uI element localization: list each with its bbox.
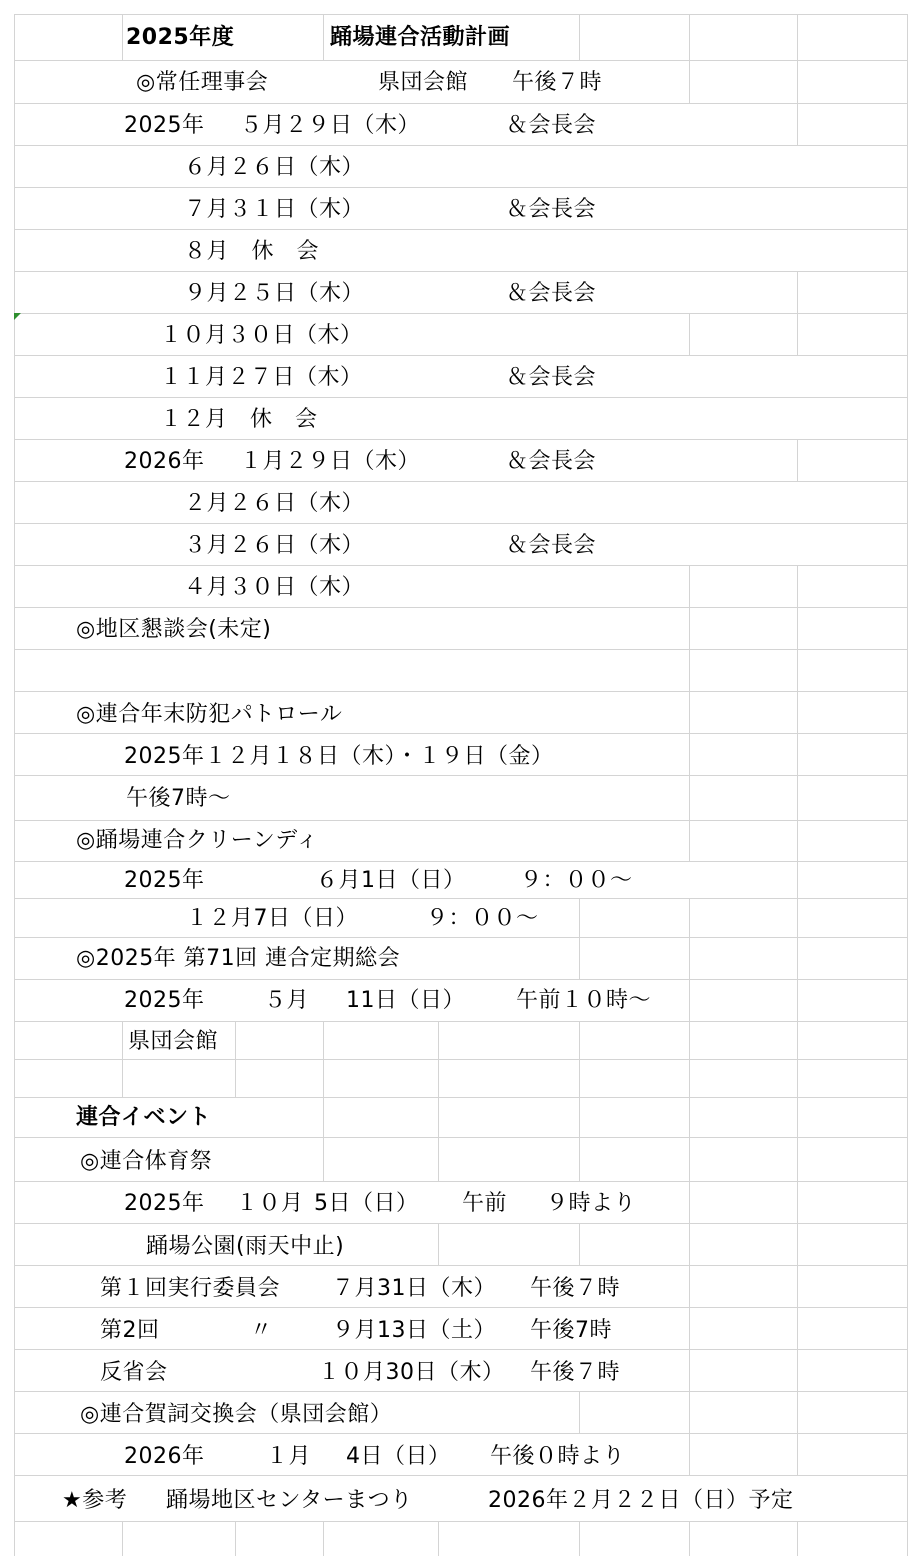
meeting-time: 午後7時: [530, 1318, 612, 1343]
reference-label: ★参考: [62, 1488, 128, 1513]
jonin-note: ＆会長会: [506, 449, 597, 474]
jonin-date: ２月２６日（木）: [184, 491, 365, 516]
soukai-day: 11日（日）: [346, 988, 465, 1013]
patrol-dates: 2025年１２月１８日（木）・１９日（金）: [124, 744, 554, 769]
cleanday-year: 2025年: [124, 868, 205, 893]
taiikusai-year: 2025年: [124, 1191, 205, 1216]
meeting-label: 反省会: [100, 1360, 168, 1385]
meeting-date: ９月13日（土）: [332, 1318, 496, 1343]
gashi-heading: ◎連合賀詞交換会（県団会館）: [80, 1402, 393, 1427]
meeting-date: １０月30日（木）: [318, 1360, 505, 1385]
jonin-note: ＆会長会: [506, 533, 597, 558]
patrol-time: 午後7時～: [126, 786, 231, 811]
jonin-year-2026: 2026年: [124, 449, 205, 474]
events-heading: 連合イベント: [76, 1105, 212, 1130]
jonin-date: １月２９日（木）: [240, 449, 421, 474]
cleanday-time2: ９：００～: [426, 906, 539, 931]
meeting-time: 午後７時: [530, 1276, 621, 1301]
taiikusai-place: 踊場公園(雨天中止): [146, 1234, 345, 1259]
gashi-time: 午後０時より: [490, 1444, 626, 1469]
soukai-heading: ◎2025年 第71回 連合定期総会: [76, 946, 401, 971]
title-name: 踊場連合活動計画: [330, 25, 511, 50]
jonin-heading: ◎常任理事会: [136, 70, 269, 95]
cleanday-time1: ９：００～: [520, 868, 633, 893]
jonin-year-2025: 2025年: [124, 113, 205, 138]
meeting-ditto: 〃: [250, 1318, 273, 1343]
cleanday-heading: ◎踊場連合クリーンディ: [76, 828, 319, 853]
gashi-month: １月: [266, 1444, 312, 1469]
jonin-date: ９月２５日（木）: [184, 281, 365, 306]
jonin-note: ＆会長会: [506, 365, 597, 390]
jonin-date: １１月２７日（木）: [160, 365, 363, 390]
soukai-time: 午前１０時～: [516, 988, 652, 1013]
meeting-label: 第2回: [100, 1318, 160, 1343]
soukai-month: ５月: [264, 988, 310, 1013]
cleanday-date1: ６月1日（日）: [316, 868, 466, 893]
jonin-time: 午後７時: [512, 70, 603, 95]
soukai-place: 県団会館: [128, 1029, 219, 1054]
jonin-note: ＆会長会: [506, 281, 597, 306]
reference-date: 2026年２月２２日（日）予定: [488, 1488, 794, 1513]
jonin-date: ６月２６日（木）: [184, 155, 365, 180]
gashi-year: 2026年: [124, 1444, 205, 1469]
jonin-date: ３月２６日（木）: [184, 533, 365, 558]
cell-comment-marker: [14, 313, 21, 320]
reference-name: 踊場地区センターまつり: [166, 1488, 413, 1513]
title-year: 2025年度: [126, 25, 235, 50]
kondan-heading: ◎地区懇談会(未定): [76, 617, 272, 642]
jonin-date: １２月 休 会: [160, 407, 318, 432]
cleanday-date2: １２月7日（日）: [186, 906, 358, 931]
taiikusai-heading: ◎連合体育祭: [80, 1149, 213, 1174]
jonin-date: ４月３０日（木）: [184, 575, 365, 600]
taiikusai-time: ９時より: [546, 1191, 637, 1216]
jonin-note: ＆会長会: [506, 113, 597, 138]
gashi-day: 4日（日）: [346, 1444, 451, 1469]
jonin-date: ５月２９日（木）: [240, 113, 421, 138]
meeting-time: 午後７時: [530, 1360, 621, 1385]
jonin-date: ８月 休 会: [184, 239, 320, 264]
jonin-place: 県団会館: [378, 70, 469, 95]
taiikusai-ampm: 午前: [462, 1191, 508, 1216]
taiikusai-day: 5日（日）: [314, 1191, 419, 1216]
jonin-date: ７月３１日（木）: [184, 197, 365, 222]
soukai-year: 2025年: [124, 988, 205, 1013]
meeting-label: 第１回実行委員会: [100, 1276, 281, 1301]
jonin-date: １０月３０日（木）: [160, 323, 363, 348]
patrol-heading: ◎連合年末防犯パトロール: [76, 702, 343, 727]
jonin-note: ＆会長会: [506, 197, 597, 222]
meeting-date: ７月31日（木）: [332, 1276, 496, 1301]
taiikusai-month: １０月: [236, 1191, 304, 1216]
